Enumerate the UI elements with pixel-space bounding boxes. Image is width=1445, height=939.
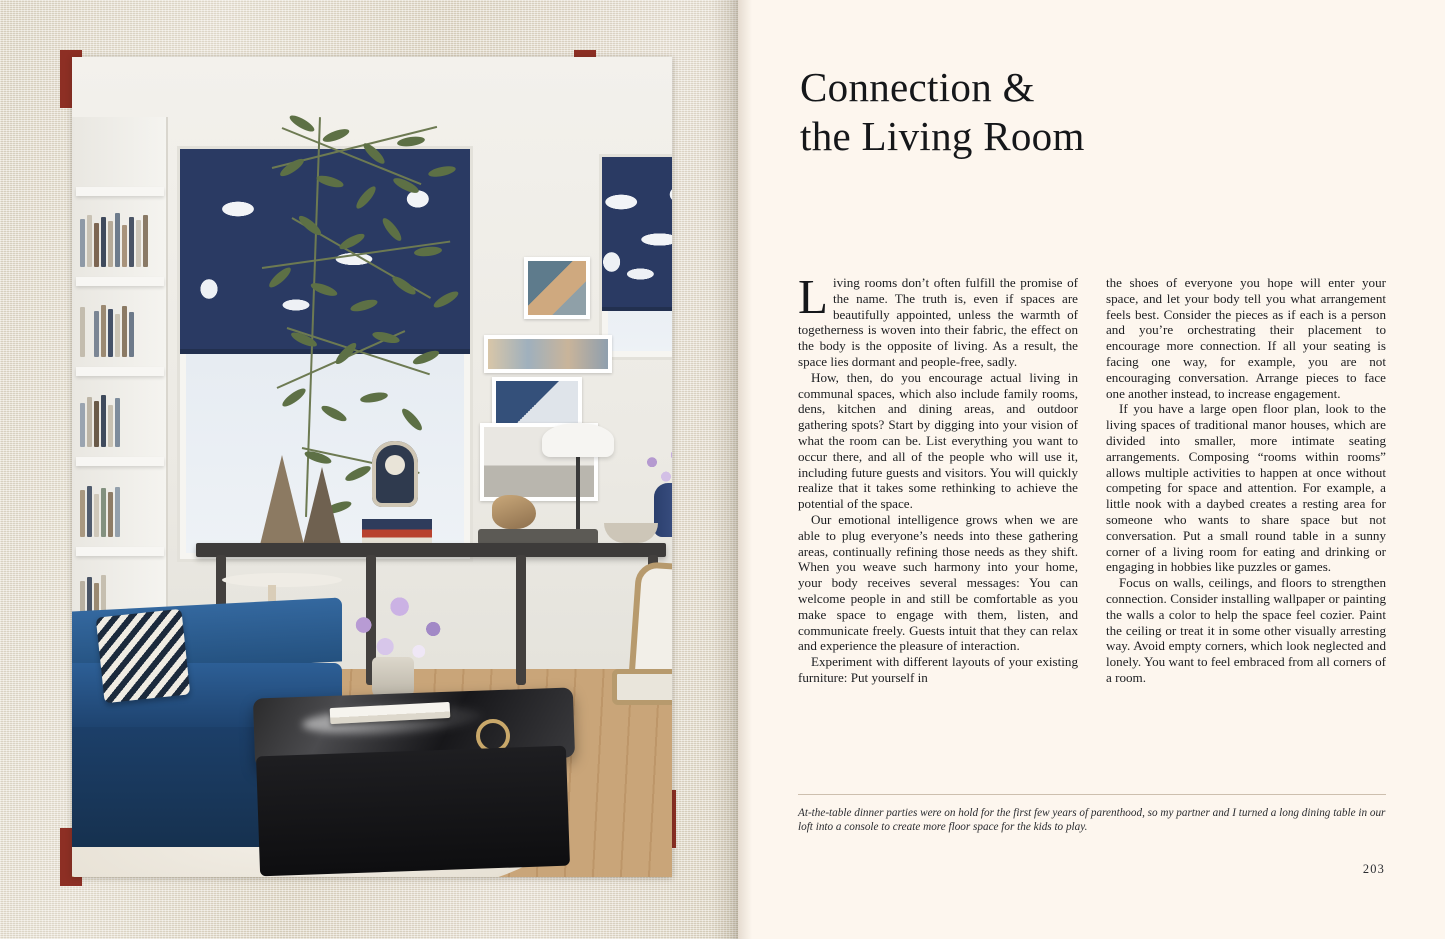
paragraph-text: iving rooms don’t often fulfill the promise of the name. The truth is, even if spaces are beautifully appointed, unless the warmth of togetherness is woven into their fabric, the effect on the body is the opposite of living. As a result, the space lies dormant and people-free, sadly. — [798, 275, 1078, 369]
console-table-top — [196, 543, 666, 557]
bookcase — [72, 117, 168, 677]
paragraph: Focus on walls, ceilings, and floors to strengthen connection. Consider installing wallpaper or painting the walls a color to help the space feel cozier. Paint the ceiling or treat it in some other visually arresting way. Avoid empty corners, which look neglected and lonely. You want to feel embraced from all corners of a room. — [1106, 575, 1386, 685]
right-page-text — [738, 0, 1445, 939]
drop-cap: L — [798, 269, 828, 324]
leather-ottoman-body — [256, 746, 570, 877]
paragraph: Our emotional intelligence grows when we are able to plug everyone’s needs into these gathering areas, continually refining those needs as they shift. When you weave such harmony into your home, your body receives several messages: You can welcome people in and still be comfortable as you make space to engage with them, listen, and communicate freely. Guests intuit that they can relax and experience the pleasure of interaction. — [798, 511, 1078, 654]
chapter-title-line-2: the Living Room — [800, 112, 1085, 159]
roman-shade — [602, 157, 672, 311]
text-column-left — [798, 269, 1078, 686]
mantel-clock — [372, 441, 418, 507]
paragraph: the shoes of everyone you hope will enter your space, and let your body tell you what arrangement feels best. Consider the pieces as if each is a person and you’re orchestrating their placement to encourage more connection. If all your seating is facing one way, for example, you are not encouraging conversation. Arrange pieces to face one another instead, to increase engagement. — [1106, 275, 1386, 401]
framed-art — [484, 335, 612, 373]
table-leg — [516, 555, 526, 685]
side-table — [222, 573, 342, 587]
table-lamp-shade — [542, 423, 614, 457]
living-room-photograph — [72, 57, 672, 877]
photo-scene — [72, 57, 672, 877]
paragraph: If you have a large open floor plan, look to the living spaces of traditional manor houses, which are divided into smaller, more intimate seating arrangements. Composing “rooms within rooms” allows multiple activities to happen at once without competing for space and attention. For example, a little nook with a daybed creates a resting area for someone who wants to share space but not conversation. Put a small round table in a sunny corner of a living room for eating and drinking or engaging in hobbies like puzzles or games. — [1106, 401, 1386, 575]
armchair-seat — [612, 669, 672, 705]
patterned-pillow — [96, 609, 191, 704]
text-column-right — [1106, 275, 1386, 686]
book-stack — [362, 519, 432, 545]
mineral-specimen — [492, 495, 536, 529]
side-window — [602, 157, 672, 357]
page-title — [800, 63, 1360, 160]
photo-caption: At-the-table dinner parties were on hold for the first few years of parenthood, so my partner and I turned a long dining table in our loft into a console to create more floor space for the kids to play. — [798, 807, 1386, 834]
books-row — [80, 213, 160, 267]
page-number: 203 — [1362, 862, 1385, 876]
books-row — [80, 486, 160, 537]
paragraph — [798, 269, 1078, 370]
paragraph: How, then, do you encourage actual living in communal spaces, which also include family rooms, dens, kitchen and dining areas, and outdoor gathering spots? Start by digging into your vision of what the room can be. List everything you want to occur there, and all of the people who will use it, including future guests and visitors. You will quickly realize that it takes some rethinking to achieve the potential of the space. — [798, 369, 1078, 512]
chapter-title-line-1: Connection & — [800, 64, 1035, 111]
books-row — [80, 305, 160, 357]
body-columns — [798, 269, 1386, 686]
framed-art — [524, 257, 590, 319]
paragraph: Experiment with different layouts of your existing furniture: Put yourself in — [798, 654, 1078, 685]
books-row — [80, 395, 160, 447]
wood-cone-sculpture — [260, 455, 304, 545]
